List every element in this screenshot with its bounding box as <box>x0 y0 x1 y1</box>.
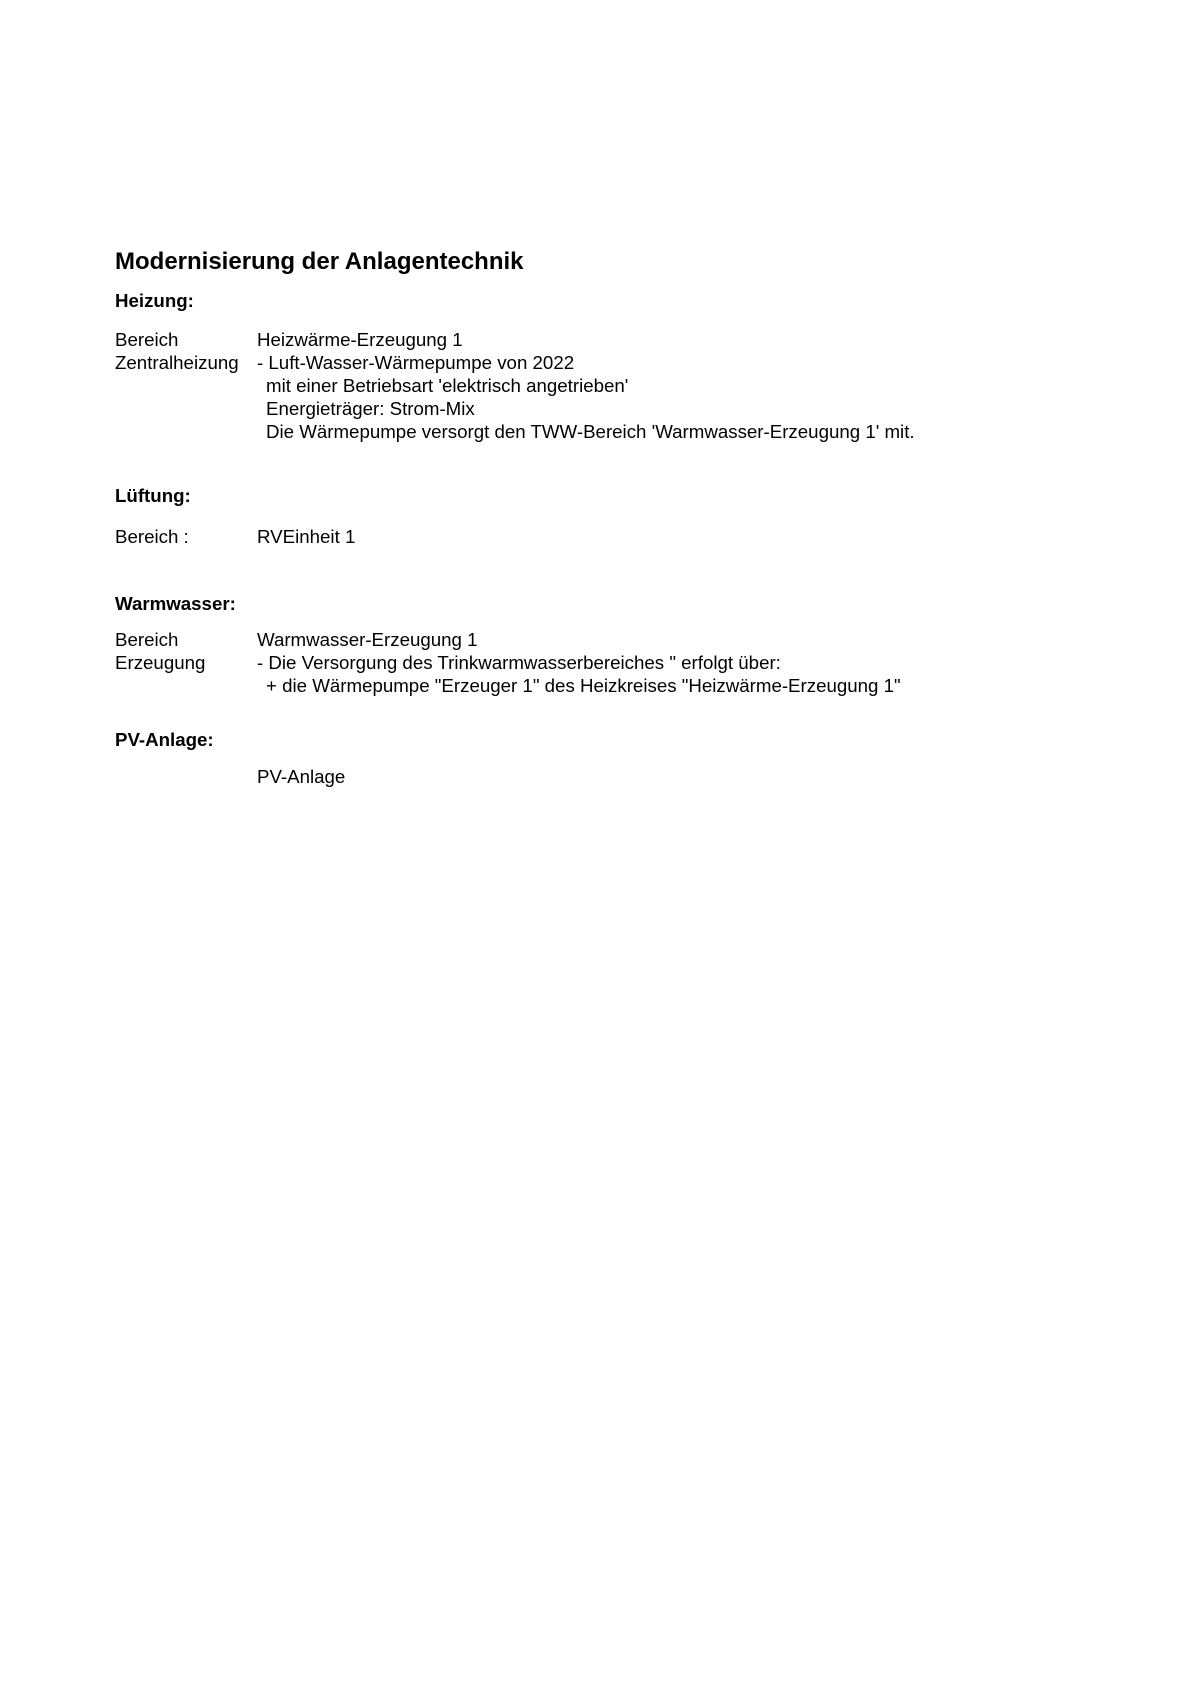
heizung-value-line: mit einer Betriebsart 'elektrisch angetrieben' <box>266 375 629 396</box>
section-heading-lueftung: Lüftung: <box>115 484 191 506</box>
lueftung-label-column <box>115 525 257 548</box>
pv-anlage-label-column <box>115 765 257 788</box>
warmwasser-label-line: Erzeugung <box>115 652 206 673</box>
heizung-value-line: Heizwärme-Erzeugung 1 <box>257 329 463 350</box>
warmwasser-value-column <box>257 628 901 697</box>
warmwasser-detail-row <box>115 628 901 697</box>
pv-anlage-value-column <box>257 765 345 788</box>
warmwasser-value-line: Warmwasser-Erzeugung 1 <box>257 629 478 650</box>
section-heading-warmwasser: Warmwasser: <box>115 592 236 614</box>
pv-anlage-detail-row <box>115 765 345 788</box>
section-heading-heizung: Heizung: <box>115 289 194 311</box>
pv-anlage-value-line: PV-Anlage <box>257 766 346 787</box>
heizung-label-column <box>115 328 257 443</box>
section-heading-pv-anlage: PV-Anlage: <box>115 728 214 750</box>
warmwasser-label-column <box>115 628 257 697</box>
warmwasser-value-line: + die Wärmepumpe "Erzeuger 1" des Heizkreises "Heizwärme-Erzeugung 1" <box>266 675 901 696</box>
heizung-value-line: Energieträger: Strom-Mix <box>266 398 475 419</box>
heizung-value-column <box>257 328 915 443</box>
lueftung-value-line: RVEinheit 1 <box>257 526 356 547</box>
heizung-label-line: Zentralheizung <box>115 352 239 373</box>
warmwasser-value-line: - Die Versorgung des Trinkwarmwasserbereiches " erfolgt über: <box>257 652 781 673</box>
heizung-value-line: Die Wärmepumpe versorgt den TWW-Bereich 'Warmwasser-Erzeugung 1' mit. <box>266 421 915 442</box>
page-title: Modernisierung der Anlagentechnik <box>115 248 524 276</box>
heizung-label-line: Bereich <box>115 329 179 350</box>
heizung-detail-row <box>115 328 915 443</box>
warmwasser-label-line: Bereich <box>115 629 179 650</box>
heizung-value-line: - Luft-Wasser-Wärmepumpe von 2022 <box>257 352 575 373</box>
lueftung-detail-row <box>115 525 355 548</box>
lueftung-value-column <box>257 525 355 548</box>
lueftung-label-line: Bereich : <box>115 526 189 547</box>
